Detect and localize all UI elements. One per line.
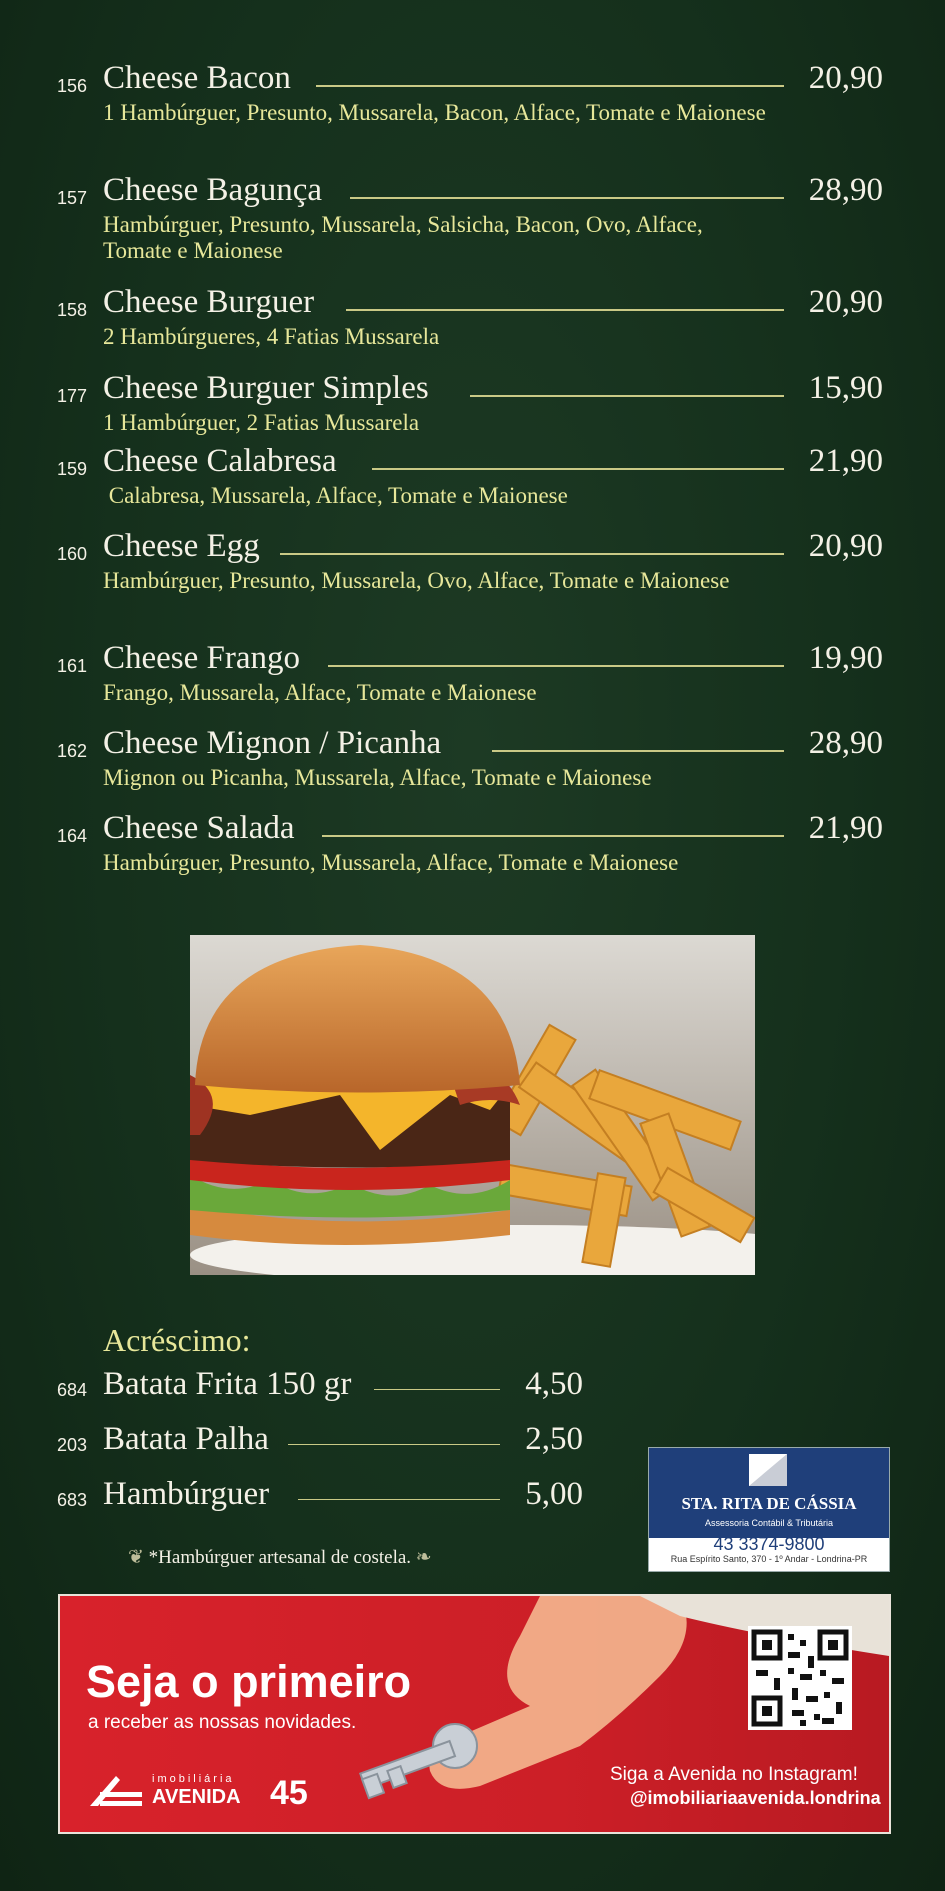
item-description: Calabresa, Mussarela, Alface, Tomate e Maionese [103, 483, 568, 508]
avenida-logo-icon [86, 1772, 146, 1808]
ad-brand-small: imobiliária [152, 1773, 235, 1785]
leader-line [328, 665, 784, 667]
item-name: Cheese Burguer Simples [103, 370, 429, 406]
item-price: 20,90 [808, 60, 883, 96]
item-description: 1 Hambúrguer, Presunto, Mussarela, Bacon, Alface, Tomate e Maionese [103, 100, 766, 125]
leader-line [322, 835, 784, 837]
item-description: 2 Hambúrgueres, 4 Fatias Mussarela [103, 324, 440, 349]
item-code: 684 [57, 1380, 88, 1400]
sponsor-name: STA. RITA DE CÁSSIA [681, 1494, 857, 1513]
item-code: 683 [57, 1490, 88, 1510]
item-code: 159 [57, 459, 88, 479]
item-code: 177 [57, 386, 88, 406]
extras-title: Acréscimo: [103, 1322, 251, 1358]
leader-line [492, 750, 784, 752]
item-price: 28,90 [808, 172, 883, 208]
qr-code-icon[interactable] [748, 1626, 852, 1730]
item-name: Cheese Bagunça [103, 172, 322, 208]
item-name: Cheese Salada [103, 810, 295, 846]
footnote [128, 1546, 432, 1569]
footnote-text: *Hambúrguer artesanal de costela. [148, 1547, 412, 1568]
leader-line [350, 197, 784, 199]
item-name: Hambúrguer [103, 1476, 270, 1512]
item-price: 5,00 [525, 1476, 583, 1512]
sponsor-logo [648, 1447, 890, 1572]
item-code: 158 [57, 300, 88, 320]
item-name: Batata Frita 150 gr [103, 1366, 352, 1402]
item-code: 164 [57, 826, 88, 846]
item-code: 161 [57, 656, 88, 676]
item-description: Frango, Mussarela, Alface, Tomate e Maionese [103, 680, 537, 705]
ornament-right-icon: ❧ [415, 1547, 432, 1568]
ad-banner[interactable] [58, 1594, 891, 1834]
leader-line [470, 395, 784, 397]
item-code: 160 [57, 544, 88, 564]
ad-brand: AVENIDA [152, 1786, 241, 1808]
burger-photo [190, 935, 755, 1275]
sponsor-phone: 43 3374-9800 [713, 1534, 825, 1554]
leader-line [372, 468, 784, 470]
ad-anniversary: 45 [270, 1774, 308, 1812]
ad-instagram-invite: Siga a Avenida no Instagram! [610, 1764, 858, 1785]
item-price: 21,90 [808, 810, 883, 846]
leader-line [346, 309, 784, 311]
sponsor-subtitle: Assessoria Contábil & Tributária [704, 1518, 834, 1528]
item-description: Hambúrguer, Presunto, Mussarela, Salsicha, Bacon, Ovo, Alface, Tomate e Maionese [103, 212, 703, 263]
leader-line [280, 553, 784, 555]
item-description: Mignon ou Picanha, Mussarela, Alface, Tomate e Maionese [103, 765, 652, 790]
item-code: 203 [57, 1435, 88, 1455]
item-name: Cheese Egg [103, 528, 260, 564]
item-name: Cheese Bacon [103, 60, 291, 96]
item-description: Hambúrguer, Presunto, Mussarela, Ovo, Alface, Tomate e Maionese [103, 568, 730, 593]
item-code: 162 [57, 741, 88, 761]
ornament-left-icon: ❦ [128, 1547, 149, 1568]
ad-subline: a receber as nossas novidades. [88, 1712, 357, 1733]
item-price: 20,90 [808, 284, 883, 320]
item-code: 156 [57, 76, 88, 96]
sponsor-address: Rua Espírito Santo, 370 - 1º Andar - Londrina-PR [670, 1554, 868, 1564]
ad-instagram-handle[interactable]: @imobiliariaavenida.londrina [630, 1788, 881, 1808]
item-name: Cheese Calabresa [103, 443, 337, 479]
leader-line [288, 1444, 500, 1445]
item-name: Cheese Mignon / Picanha [103, 725, 442, 761]
item-description: Hambúrguer, Presunto, Mussarela, Alface, Tomate e Maionese [103, 850, 679, 875]
item-code: 157 [57, 188, 88, 208]
leader-line [374, 1389, 500, 1390]
qr-pattern [748, 1626, 852, 1730]
item-name: Cheese Frango [103, 640, 301, 676]
item-price: 20,90 [808, 528, 883, 564]
item-name: Batata Palha [103, 1421, 269, 1457]
item-price: 4,50 [525, 1366, 583, 1402]
sponsor-logo-band [649, 1448, 889, 1538]
leader-line [316, 85, 784, 87]
item-price: 21,90 [808, 443, 883, 479]
item-price: 19,90 [808, 640, 883, 676]
ad-headline: Seja o primeiro [86, 1656, 412, 1707]
item-price: 28,90 [808, 725, 883, 761]
burger-illustration [190, 935, 755, 1275]
item-name: Cheese Burguer [103, 284, 315, 320]
sponsor-emblem-icon [649, 1448, 889, 1494]
item-price: 2,50 [525, 1421, 583, 1457]
leader-line [298, 1499, 500, 1500]
item-price: 15,90 [808, 370, 883, 406]
item-description: 1 Hambúrguer, 2 Fatias Mussarela [103, 410, 420, 435]
